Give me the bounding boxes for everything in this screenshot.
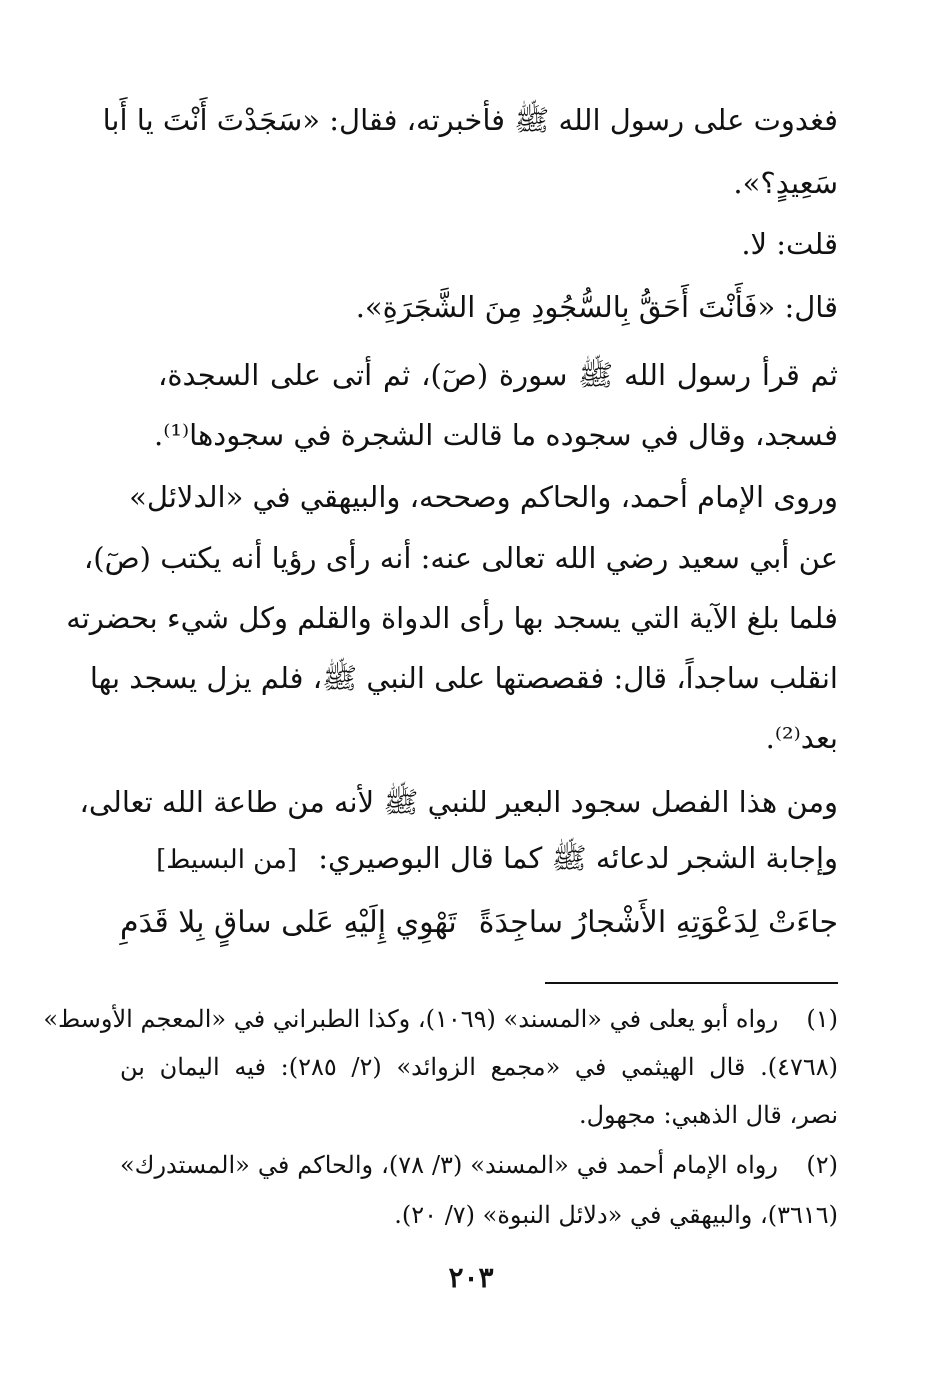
body-line: وروى الإمام أحمد، والحاكم وصححه، والبيهقي في «الدلائل» <box>129 480 838 514</box>
body-line: بعد⁽²⁾. <box>765 721 838 755</box>
body-line: فغدوت على رسول الله ﷺ فأخبرته، فقال: «سَجَدْتَ أَنْتَ يا أَبا <box>102 103 838 137</box>
body-line: ومن هذا الفصل سجود البعير للنبي ﷺ لأنه من طاعة الله تعالى، <box>79 785 838 819</box>
footnote-text: رواه الإمام أحمد في «المسند» (٣/ ٧٨)، والحاكم في «المستدرك» <box>120 1151 778 1179</box>
footnote-line <box>43 994 838 1044</box>
footnote-separator <box>545 982 838 984</box>
body-line: سَعِيدٍ؟». <box>733 166 838 200</box>
body-line: ثم قرأ رسول الله ﷺ سورة (صٓ)، ثم أتى على السجدة، <box>158 358 838 392</box>
body-line-with-meter <box>120 828 838 888</box>
footnote-line: (٤٧٦٨). قال الهيثمي في «مجمع الزوائد» (٢/ ٢٨٥): فيه اليمان بن <box>120 1053 839 1081</box>
body-line-text: وإجابة الشجر لدعائه ﷺ كما قال البوصيري: <box>318 841 838 875</box>
verse-first-hemistich: جاءَتْ لِدَعْوَتِهِ الأَشْجارُ ساجِدَةً <box>478 905 838 940</box>
body-line: عن أبي سعيد رضي الله تعالى عنه: أنه رأى رؤيا أنه يكتب (صٓ)، <box>83 541 838 575</box>
body-line: قال: «فَأَنْتَ أَحَقُّ بِالسُّجُودِ مِنَ الشَّجَرَةِ». <box>355 290 838 324</box>
footnote-line: نصر، قال الذهبي: مجهول. <box>578 1101 838 1129</box>
body-line: فلما بلغ الآية التي يسجد بها رأى الدواة والقلم وكل شيء بحضرته <box>66 601 838 635</box>
verse-meter: [من البسيط] <box>156 845 298 875</box>
footnote-text: رواه أبو يعلى في «المسند» (١٠٦٩)، وكذا الطبراني في «المعجم الأوسط» <box>43 1005 779 1033</box>
footnote-number: (١) <box>806 1005 838 1033</box>
footnote-line <box>120 1140 838 1190</box>
verse-second-hemistich: تَهْوِي إِلَيْهِ عَلى ساقٍ بِلا قَدَمِ <box>120 905 457 940</box>
page-number: ٢٠٣ <box>448 1261 494 1294</box>
body-line: قلت: لا. <box>741 227 838 261</box>
footnote-line: (٣٦١٦)، والبيهقي في «دلائل النبوة» (٧/ ٢٠). <box>394 1201 838 1229</box>
body-line: انقلب ساجداً، قال: فقصصتها على النبي ﷺ، فلم يزل يسجد بها <box>89 661 838 695</box>
poetry-verse <box>120 888 838 958</box>
footnote-number: (٢) <box>806 1151 838 1179</box>
body-line: فسجد، وقال في سجوده ما قالت الشجرة في سجودها⁽¹⁾. <box>154 418 838 452</box>
